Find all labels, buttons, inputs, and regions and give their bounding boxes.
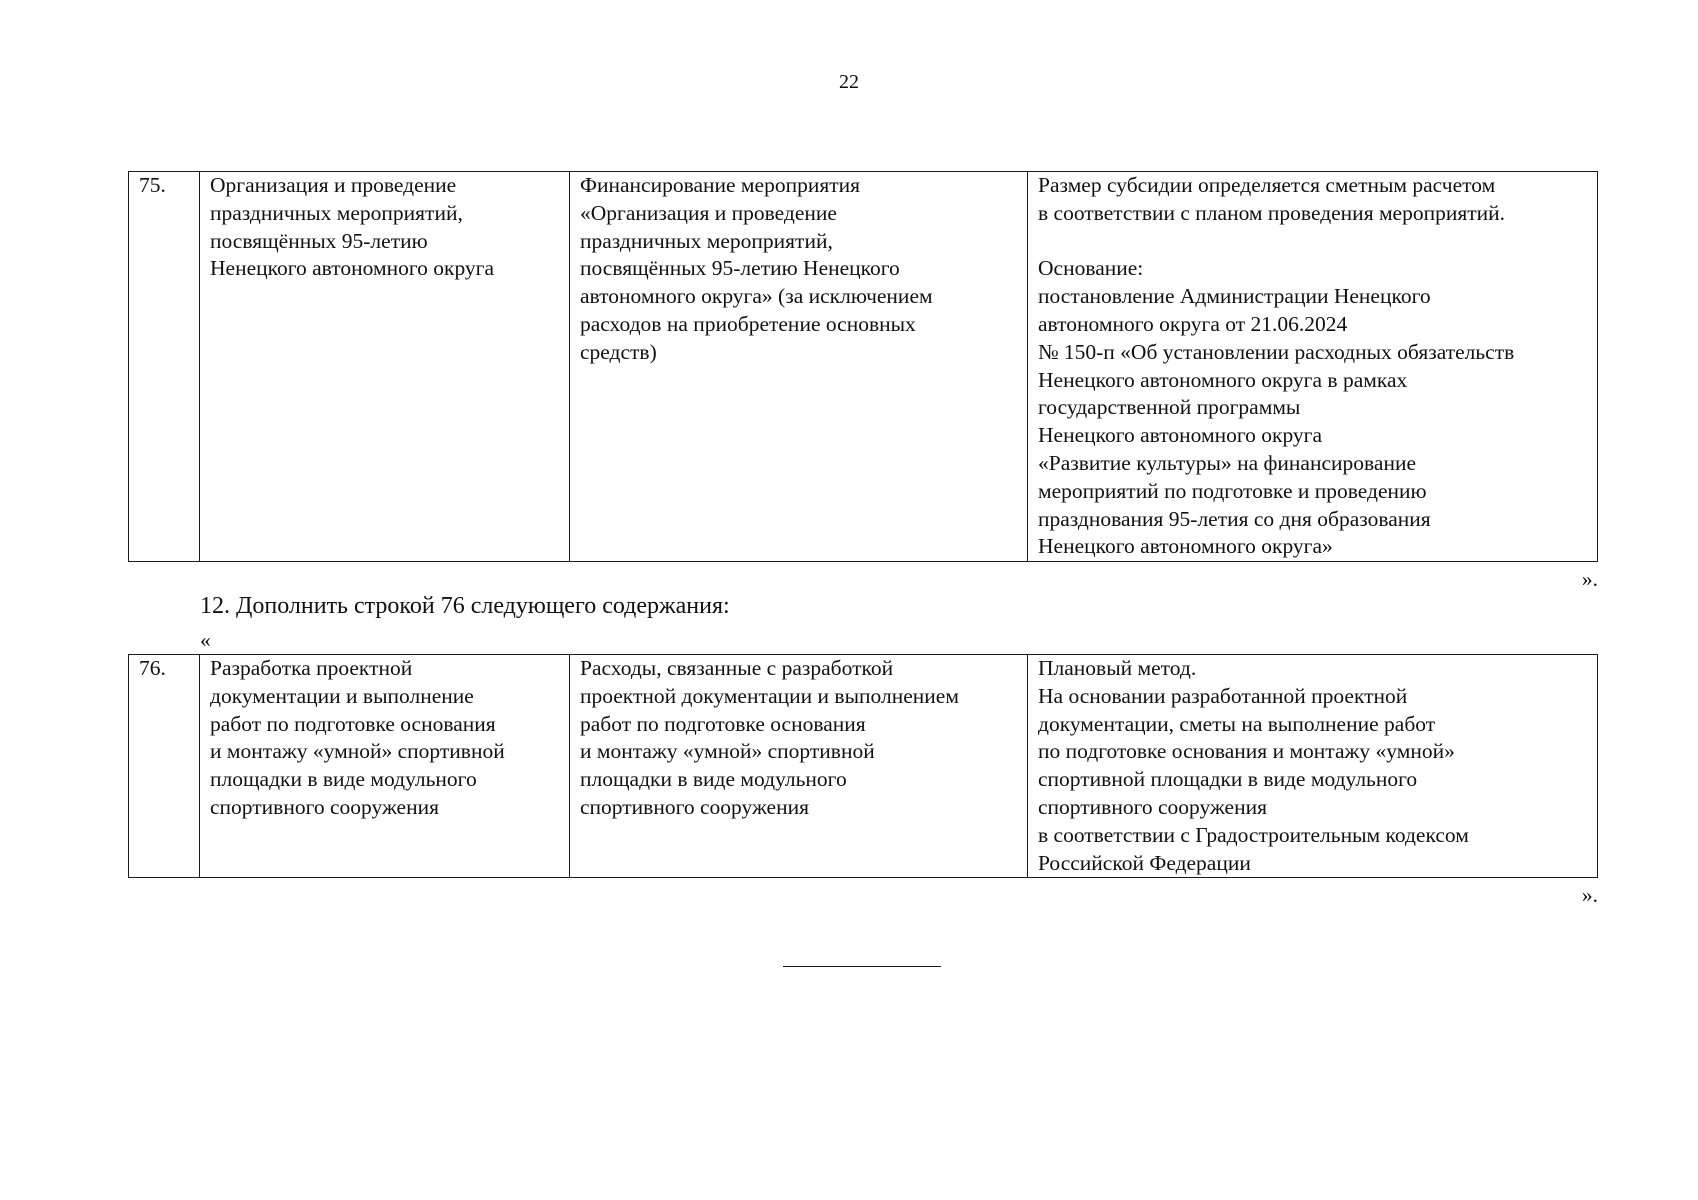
cell-line: № 150-п «Об установлении расходных обязательств [1038, 339, 1515, 364]
cell-line: автономного округа от 21.06.2024 [1038, 311, 1348, 336]
cell-line: по подготовке основания и монтажу «умной» [1038, 739, 1455, 764]
row-number: 76. [139, 656, 166, 680]
cell-line: праздничных мероприятий, [210, 200, 463, 225]
cell-line: средств) [580, 339, 657, 364]
cell-line: «Развитие культуры» на финансирование [1038, 450, 1416, 475]
cell-line: документации и выполнение [210, 683, 474, 708]
cell-line: расходов на приобретение основных [580, 311, 916, 336]
cell-line: и монтажу «умной» спортивной [580, 739, 875, 764]
cell-line: площадки в виде модульного [580, 767, 847, 792]
cell-line: мероприятий по подготовке и проведению [1038, 478, 1427, 503]
cell-line: Разработка проектной [210, 656, 413, 680]
event-name-cell [200, 655, 570, 878]
cell-line: На основании разработанной проектной [1038, 683, 1408, 708]
cell-line: Организация и проведение [210, 173, 457, 197]
instruction-text: 12. Дополнить строкой 76 следующего содержания: [200, 593, 730, 619]
cell-line: в соответствии с планом проведения мероприятий. [1038, 200, 1506, 225]
cell-line: постановление Администрации Ненецкого [1038, 284, 1431, 309]
cell-line: документации, сметы на выполнение работ [1038, 711, 1436, 736]
cell-line: Ненецкого автономного округа [210, 256, 495, 281]
cell-line: спортивного сооружения [580, 794, 809, 819]
cell-line: Плановый метод. [1038, 656, 1197, 680]
cell-line: Ненецкого автономного округа [1038, 423, 1323, 448]
cell-line: праздничных мероприятий, [580, 228, 833, 253]
cell-line: Ненецкого автономного округа» [1038, 534, 1333, 559]
cell-line: Финансирование мероприятия [580, 173, 861, 197]
cell-line: и монтажу «умной» спортивной [210, 739, 505, 764]
cell-line: проектной документации и выполнением [580, 683, 959, 708]
row-number-cell [129, 655, 200, 878]
cell-line: «Организация и проведение [580, 200, 837, 225]
opening-quote: « [200, 628, 211, 652]
cell-line: Размер субсидии определяется сметным расчетом [1038, 173, 1496, 197]
table-row [129, 655, 1598, 878]
cell-line: посвящённых 95-летию Ненецкого [580, 256, 900, 281]
closing-quote: ». [1581, 883, 1598, 907]
cell-line: работ по подготовке основания [580, 711, 866, 736]
basis-cell [1028, 655, 1598, 878]
blank-line [1038, 228, 1589, 256]
cell-line: автономного округа» (за исключением [580, 284, 933, 309]
row-number-cell [129, 172, 200, 562]
page-number: 22 [839, 71, 859, 93]
cell-line: спортивного сооружения [1038, 794, 1267, 819]
end-divider [783, 966, 941, 967]
table-row-76 [128, 654, 1598, 878]
row-number: 75. [139, 173, 166, 197]
closing-quote: ». [1581, 567, 1598, 591]
cell-line: празднования 95-летия со дня образования [1038, 506, 1431, 531]
cell-line: посвящённых 95-летию [210, 228, 428, 253]
cell-line: работ по подготовке основания [210, 711, 496, 736]
cell-line: Российской Федерации [1038, 850, 1251, 875]
cell-line: спортивного сооружения [210, 794, 439, 819]
event-name-cell [200, 172, 570, 562]
cell-line: в соответствии с Градостроительным кодексом [1038, 822, 1469, 847]
cell-line: Расходы, связанные с разработкой [580, 656, 894, 680]
cell-line: площадки в виде модульного [210, 767, 477, 792]
cell-line: спортивной площадки в виде модульного [1038, 767, 1418, 792]
cell-line: государственной программы [1038, 395, 1301, 420]
table-row [129, 172, 1598, 562]
cell-line: Ненецкого автономного округа в рамках [1038, 367, 1408, 392]
basis-cell [1028, 172, 1598, 562]
cell-line: Основание: [1038, 256, 1144, 281]
description-cell [570, 655, 1028, 878]
table-row-75 [128, 171, 1598, 562]
description-cell [570, 172, 1028, 562]
